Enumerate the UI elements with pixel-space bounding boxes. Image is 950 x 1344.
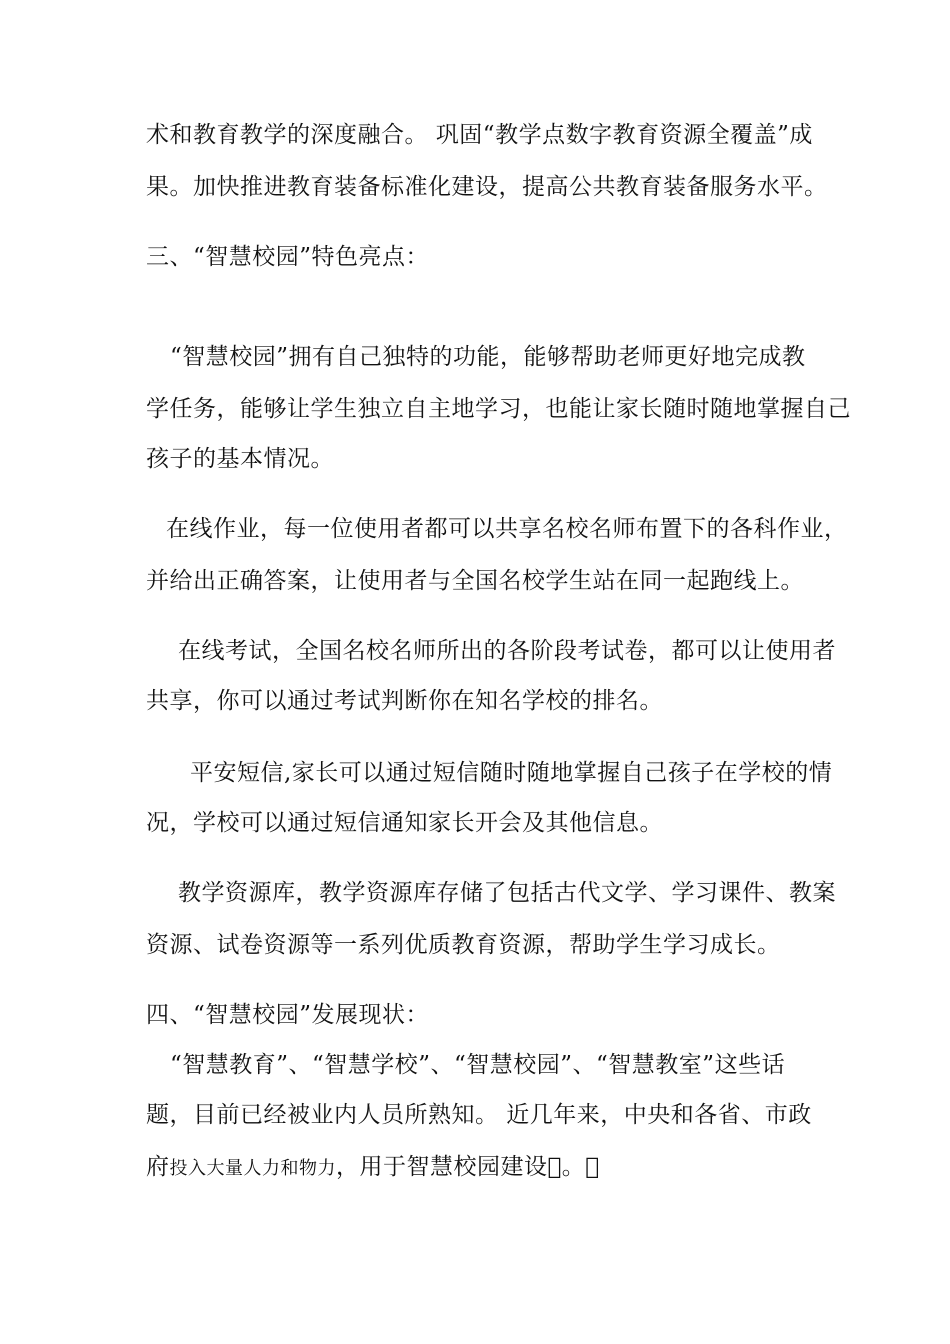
section-heading-4: 四、“智慧校园”发展现状：	[146, 1002, 430, 1028]
text-run-small: 投入大量人力和物力	[169, 1158, 336, 1179]
text-run: ，用于智慧校园建设 。 	[336, 1154, 600, 1180]
paragraph-line: 题，目前已经被业内人员所熟知。 近几年来，中央和各省、市政	[146, 1102, 812, 1128]
paragraph-line: 术和教育教学的深度融合。 巩固“教学点数字教育资源全覆盖”成	[146, 122, 813, 148]
paragraph-line: 平安短信,家长可以通过短信随时随地掌握自己孩子在学校的情	[190, 760, 833, 786]
paragraph-line: “智慧教育”、“智慧学校”、“智慧校园”、“智慧教室”这些话	[170, 1052, 786, 1078]
paragraph-line: 况，学校可以通过短信通知家长开会及其他信息。	[146, 810, 663, 836]
text-run: 府	[146, 1154, 170, 1180]
paragraph-line: 学任务，能够让学生独立自主地学习，也能让家长随时随地掌握自己	[146, 396, 851, 422]
paragraph-line: 并给出正确答案，让使用者与全国名校学生站在同一起跑线上。	[146, 568, 804, 594]
paragraph-line: 在线作业，每一位使用者都可以共享名校名师布置下的各科作业，	[166, 516, 848, 542]
paragraph-line: 在线考试，全国名校名师所出的各阶段考试卷，都可以让使用者	[178, 638, 836, 664]
paragraph-line: 共享，你可以通过考试判断你在知名学校的排名。	[146, 688, 663, 714]
paragraph-line: 资源、试卷资源等一系列优质教育资源，帮助学生学习成长。	[146, 932, 781, 958]
paragraph-line: 教学资源库，教学资源库存储了包括古代文学、学习课件、教案	[178, 880, 836, 906]
section-heading-3: 三、“智慧校园”特色亮点：	[146, 244, 430, 270]
paragraph-line: 孩子的基本情况。	[146, 446, 334, 472]
paragraph-line: 果。加快推进教育装备标准化建设，提高公共教育装备服务水平。	[146, 174, 828, 200]
paragraph-line: “智慧校园”拥有自己独特的功能，能够帮助老师更好地完成教	[170, 344, 806, 370]
paragraph-line	[146, 1152, 816, 1184]
